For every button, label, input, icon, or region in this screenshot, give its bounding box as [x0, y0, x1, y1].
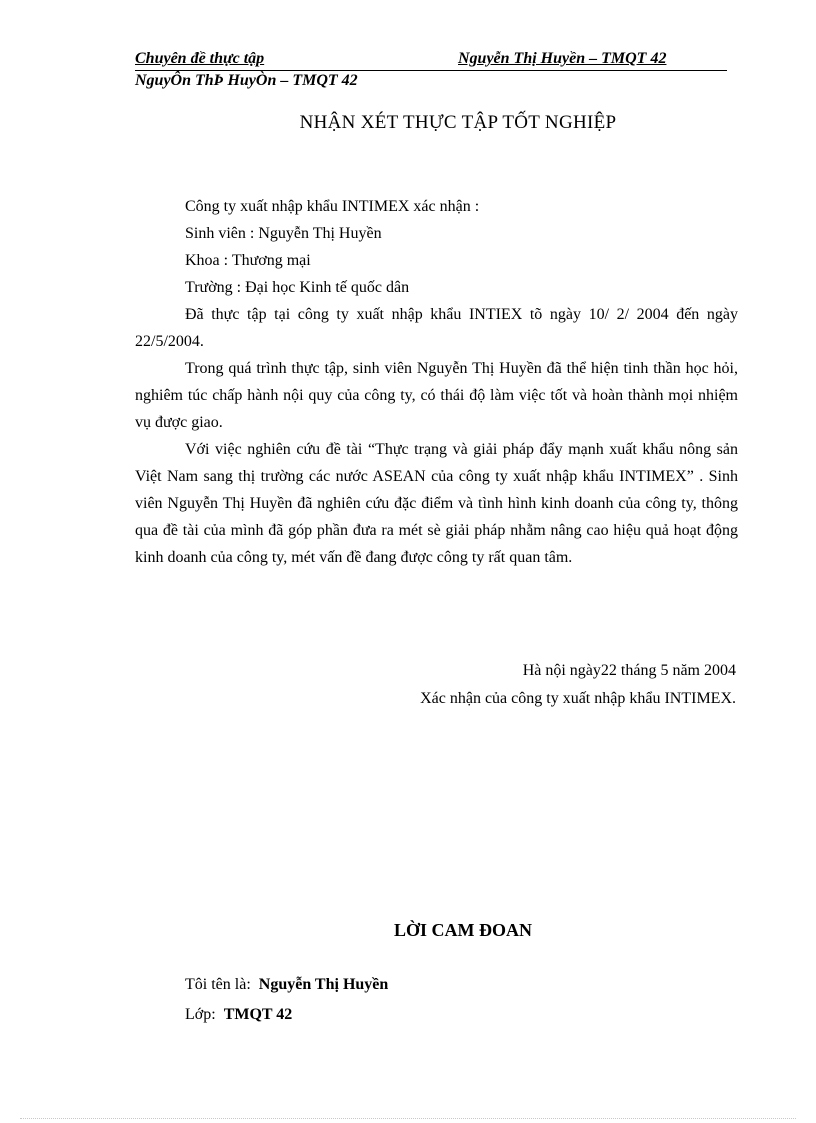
paragraph-internship-period: Đã thực tập tại công ty xuất nhập khẩu INTIEX tõ ngày 10/ 2/ 2004 đến ngày 22/5/2004.: [135, 306, 738, 350]
declaration-info: [185, 970, 388, 1030]
header-garbled-text: NguyÔn ThÞ HuyÒn – TMQT 42: [135, 72, 358, 89]
signature-confirm: Xác nhận của công ty xuất nhập khẩu INTIMEX.: [420, 690, 736, 707]
name-label: Tôi tên là:: [185, 976, 251, 993]
document-body: [135, 193, 738, 571]
paragraph-research: Với việc nghiên cứu đề tài “Thực trạng và giải pháp đẩy mạnh xuất khẩu nông sản Việt Nam sang thị trường các nước ASEAN của công ty xuất nhập khẩu INTIMEX” . Sinh viên Nguyễn Thị Huyền đã nghiên cứu đặc điểm và tình hình kinh doanh của công ty, thông qua đề tài của mình đã góp phần đưa ra mét sè giải pháp nhằm nâng cao hiệu quả hoạt động kinh doanh của công ty, mét vấn đề đang được công ty rất quan tâm.: [135, 441, 738, 566]
declaration-title-text: LỜI CAM ĐOAN: [394, 920, 532, 940]
class-label: Lớp:: [185, 1006, 216, 1023]
header-left-text: Chuyên đề thực tập: [135, 50, 265, 67]
signature-date: Hà nội ngày22 tháng 5 năm 2004: [522, 662, 736, 679]
signature-block: [420, 657, 736, 713]
page-title-text: NHẬN XÉT THỰC TẬP TỐT NGHIỆP: [299, 112, 617, 133]
student-line: Sinh viên : Nguyễn Thị Huyền: [185, 225, 382, 242]
class-row: [185, 1000, 388, 1030]
name-row: [185, 970, 388, 1000]
class-value: TMQT 42: [223, 1006, 293, 1023]
page-header: [135, 50, 727, 71]
school-line: Trường : Đại học Kinh tế quốc dân: [185, 279, 410, 296]
paragraph-attitude: Trong quá trình thực tập, sinh viên Nguyễn Thị Huyền đã thể hiện tinh thần học hỏi, nghiêm túc chấp hành nội quy của công ty, có thái độ làm việc tốt và hoàn thành mọi nhiệm vụ được giao.: [135, 360, 738, 431]
page-title: [0, 112, 816, 134]
faculty-line: Khoa : Thương mại: [185, 252, 311, 269]
header-right-text: Nguyễn Thị Huyền – TMQT 42: [458, 50, 667, 67]
declaration-title: [0, 920, 816, 941]
page-break-divider: [20, 1118, 796, 1119]
confirm-line: Công ty xuất nhập khẩu INTIMEX xác nhận :: [185, 198, 480, 215]
name-value: Nguyễn Thị Huyền: [258, 976, 389, 993]
